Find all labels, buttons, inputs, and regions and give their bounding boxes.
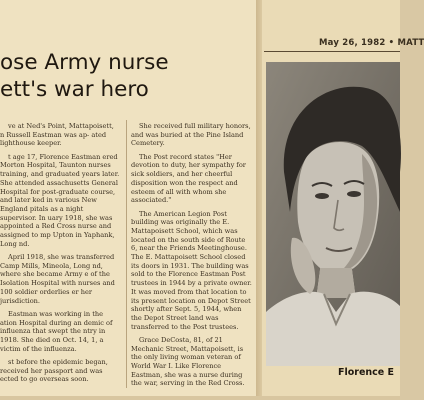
photo-caption: Florence E <box>338 367 395 378</box>
paragraph: Grace DeCosta, 81, of 21 Mechanic Street, Mattapoisett, is the only living woman veteran of World War I. Like Florence Eastman, she was a nurse during the war, serving in the Red Cross. <box>131 335 245 388</box>
paragraph: The American Legion Post building was originally the E. Mattapoisett School, which was located on the south side of Route 6, near the Friends Meetinghouse. The E. Mattapoisett School closed its doors in 1931. The building was sold to the Florence Eastman Post trustees in 1944 by a private owner. It was moved from that location to its present location on Depot Street shortly after Sept. 5, 1944, when the Depot Street land was transferred to the Post trustees. <box>131 209 252 331</box>
column-divider <box>126 120 127 388</box>
portrait-photo <box>266 62 400 366</box>
paragraph: She received full military honors, and was buried at the Pine Island Cemetery. <box>131 122 251 148</box>
headline <box>0 49 262 103</box>
clipping-bottom-edge <box>0 396 400 400</box>
headline-line-2: ett's war hero <box>0 77 149 102</box>
paragraph: st before the epidemic began, received her passport and was ected to go overseas soon. <box>0 357 108 384</box>
portrait-image <box>266 62 400 366</box>
dateline-rule <box>264 51 400 52</box>
article-column-right <box>131 122 253 393</box>
paragraph: ve at Ned's Point, Mattapoisett, n Russell Eastman was ap- ated lighthouse keeper. <box>0 122 114 148</box>
dateline: May 26, 1982 • MATT <box>319 38 424 48</box>
paragraph: t age 17, Florence Eastman ered Morton Hospital, Taunton nurses training, and graduated years later. She attended assachusetts General Hospital for post-graduate course, and later ked in various New England pitals as a night supervisor. In uary 1918, she was appointed a Red Cross nurse and assigned to mp Upton in Yaphank, Long nd. <box>0 152 120 248</box>
article-column-left <box>0 122 120 389</box>
headline-line-1: ose Army nurse <box>0 50 169 75</box>
paragraph: Eastman was working in the ation Hospital during an demic of influenza that swept the ntry in 1918. She died on Oct. 14, 1, a victim of the influenza. <box>0 309 113 353</box>
paragraph: April 1918, she was transferred Camp Mills, Mineola, Long nd, where she became Army e of the Isolation Hospital with nurses and 100 soldier orderlies er her jurisdiction. <box>0 253 115 305</box>
paragraph: The Post record states "Her devotion to duty, her sympathy for sick soldiers, and her cheerful disposition won the respect and esteem of all with whom she associated." <box>131 152 246 205</box>
